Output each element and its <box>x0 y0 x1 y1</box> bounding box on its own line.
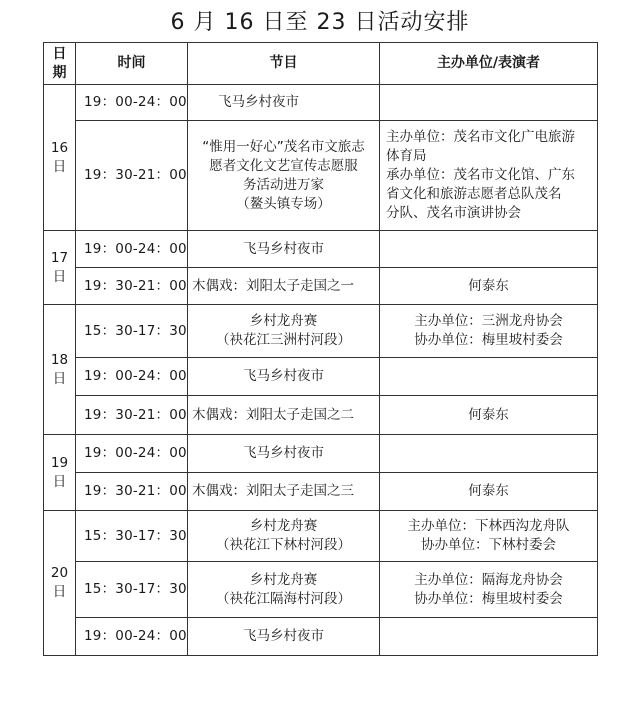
date-cell-18 <box>44 305 76 435</box>
time-cell: 19：00-24：00 <box>76 358 188 396</box>
header-organizer: 主办单位/表演者 <box>380 43 598 85</box>
time-cell: 19：30-21：00 <box>76 396 188 435</box>
table-row <box>44 618 598 656</box>
organizer-cell <box>380 121 598 231</box>
table-row <box>44 85 598 121</box>
organizer-line: 协办单位：下林村委会 <box>421 537 556 553</box>
time-cell: 19：00-24：00 <box>76 435 188 473</box>
table-row <box>44 231 598 268</box>
date-unit: 日 <box>52 158 67 175</box>
table-row <box>44 268 598 305</box>
time-cell: 19：00-24：00 <box>76 231 188 268</box>
table-header-row <box>44 43 598 85</box>
program-cell: 木偶戏：刘阳太子走国之一 <box>188 268 380 305</box>
organizer-cell <box>380 562 598 618</box>
date-day: 17 <box>50 249 69 266</box>
program-line: （袂花江隔海村河段） <box>216 590 351 607</box>
organizer-line: 主办单位：下林西沟龙舟队 <box>407 518 570 534</box>
program-cell: 飞马乡村夜市 <box>188 358 380 396</box>
table-row <box>44 358 598 396</box>
program-cell: 飞马乡村夜市 <box>188 618 380 656</box>
organizer-line: 主办单位：三洲龙舟协会 <box>414 313 563 329</box>
time-cell: 19：30-21：00 <box>76 268 188 305</box>
header-time: 时间 <box>76 43 188 85</box>
organizer-cell <box>380 358 598 396</box>
schedule-table <box>43 42 598 656</box>
date-day: 20 <box>50 565 69 581</box>
organizer-line: 分队、茂名市演讲协会 <box>386 205 521 221</box>
program-cell <box>188 511 380 562</box>
date-unit: 日 <box>52 370 67 387</box>
table-row <box>44 396 598 435</box>
organizer-cell <box>380 231 598 268</box>
header-date-line2: 期 <box>52 64 67 81</box>
organizer-line: 主办单位：茂名市文化广电旅游 <box>386 129 575 145</box>
page-title: 6 月 16 日至 23 日活动安排 <box>170 10 470 35</box>
date-cell-20 <box>44 511 76 656</box>
table-row <box>44 121 598 231</box>
program-line: （袂花江下林村河段） <box>216 537 351 553</box>
date-day: 19 <box>50 454 69 471</box>
program-line: 乡村龙舟赛 <box>249 571 318 588</box>
time-cell: 19：30-21：00 <box>76 473 188 511</box>
organizer-cell <box>380 85 598 121</box>
date-cell-16 <box>44 85 76 231</box>
table-row <box>44 562 598 618</box>
time-cell: 19：00-24：00 <box>76 618 188 656</box>
time-cell: 19：00-24：00 <box>76 85 188 121</box>
organizer-line: 主办单位：隔海龙舟协会 <box>414 571 563 588</box>
table-row <box>44 511 598 562</box>
organizer-cell <box>380 305 598 358</box>
date-day: 16 <box>50 139 69 156</box>
organizer-cell <box>380 618 598 656</box>
program-line: “惟用一好心”茂名市文旅志 <box>202 138 365 155</box>
program-cell <box>188 121 380 231</box>
program-line: （鳌头镇专场） <box>236 195 331 212</box>
program-cell <box>188 85 380 121</box>
header-program: 节目 <box>188 43 380 85</box>
date-cell-19 <box>44 435 76 511</box>
program-cell: 木偶戏：刘阳太子走国之二 <box>188 396 380 435</box>
date-day: 18 <box>50 351 69 368</box>
program-line: （袂花江三洲村河段） <box>216 332 351 348</box>
date-cell-17 <box>44 231 76 305</box>
table-row <box>44 473 598 511</box>
date-unit: 日 <box>52 584 67 600</box>
organizer-cell: 何泰东 <box>380 268 598 305</box>
program-line: 飞马乡村夜市 <box>218 94 299 110</box>
table-row <box>44 305 598 358</box>
organizer-cell: 何泰东 <box>380 473 598 511</box>
program-line: 乡村龙舟赛 <box>249 313 318 329</box>
header-date <box>44 43 76 85</box>
program-line: 愿者文化文艺宣传志愿服 <box>209 157 358 174</box>
organizer-cell: 何泰东 <box>380 396 598 435</box>
date-unit: 日 <box>52 268 67 285</box>
program-cell: 木偶戏：刘阳太子走国之三 <box>188 473 380 511</box>
program-cell: 飞马乡村夜市 <box>188 435 380 473</box>
organizer-line: 协办单位：梅里坡村委会 <box>414 590 563 607</box>
date-unit: 日 <box>52 473 67 490</box>
organizer-line: 体育局 <box>386 148 427 164</box>
organizer-cell <box>380 511 598 562</box>
program-line: 乡村龙舟赛 <box>249 518 318 534</box>
time-cell: 15：30-17：30 <box>76 562 188 618</box>
program-cell: 飞马乡村夜市 <box>188 231 380 268</box>
organizer-line: 省文化和旅游志愿者总队茂名 <box>386 186 562 202</box>
program-line: 务活动进万家 <box>243 176 324 193</box>
time-cell: 15：30-17：30 <box>76 305 188 358</box>
program-cell <box>188 562 380 618</box>
time-cell: 15：30-17：30 <box>76 511 188 562</box>
table-row <box>44 435 598 473</box>
organizer-line: 承办单位：茂名市文化馆、广东 <box>386 167 575 183</box>
header-date-line1: 日 <box>52 45 67 62</box>
program-cell <box>188 305 380 358</box>
organizer-line: 协办单位：梅里坡村委会 <box>414 332 563 348</box>
time-cell: 19：30-21：00 <box>76 121 188 231</box>
organizer-cell <box>380 435 598 473</box>
